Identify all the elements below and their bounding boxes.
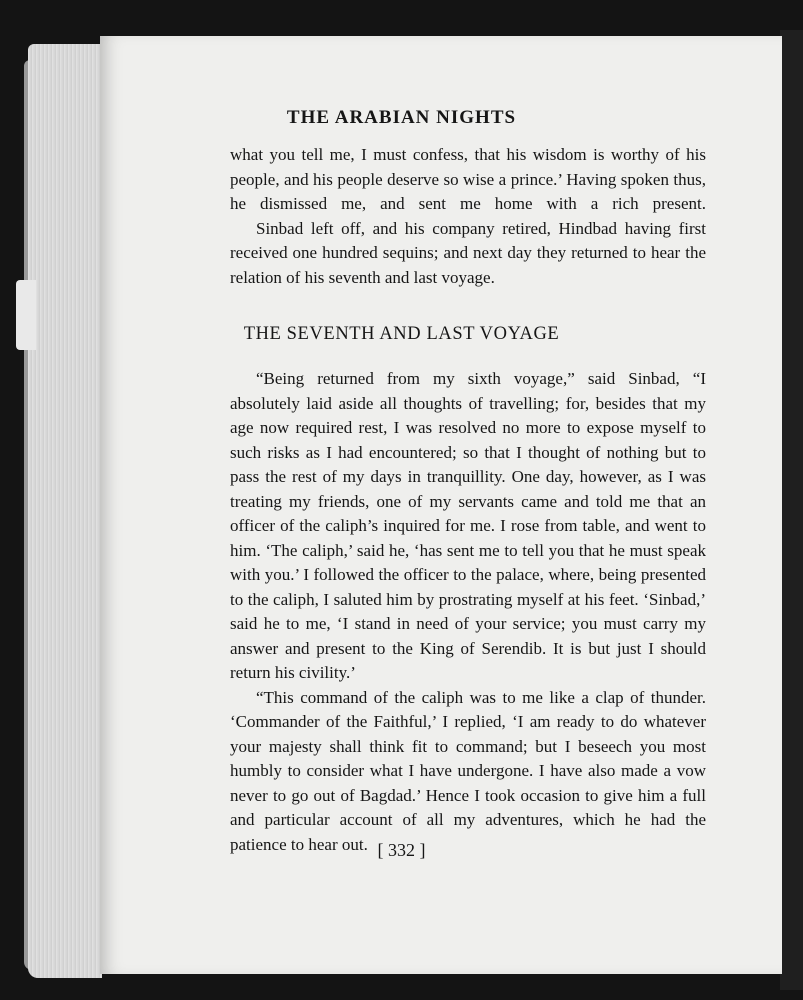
paragraph-sinbad-left-off: Sinbad left off, and his company retired, Hindbad having first received one hundred sequins; and next day they returned to hear the relation of his seventh and last voyage.: [230, 218, 706, 287]
page-number: [ 332 ]: [377, 840, 426, 860]
paragraph-sixth-voyage: “Being returned from my sixth voyage,” said Sinbad, “I absolutely laid aside all thoughts of travelling; for, besides that my age now required rest, I was resolved no more to expose myself to such risks as I had encountered; so that I thought of nothing but to pass the rest of my days in tranquillity. One day, however, as I was treating my friends, one of my servants came and told me that an officer of the caliph’s inquired for me. I rose from table, and went to him. ‘The caliph,’ said he, ‘has sent me to tell you that he must speak with you.’ I followed the officer to the palace, where, being presented to the caliph, I saluted him by prostrating myself at his feet. ‘Sinbad,’ said he to me, ‘I stand in need of your service; you must carry my answer and present to the King of Serendib. It is but just I should return his civility.’: [230, 369, 706, 682]
section-title: THE SEVENTH AND LAST VOYAGE: [243, 324, 560, 344]
running-header: THE ARABIAN NIGHTS: [286, 107, 517, 128]
paragraph-command-of-caliph: “This command of the caliph was to me like a clap of thunder. ‘Commander of the Faithful,’ I replied, ‘I am ready to do whatever your majesty shall think fit to command; but I beseech you most humbly to consider what I have undergone. I have also made a vow never to go out of Bagdad.’ Hence I took occasion to give him a full and particular account of all my adventures, which he had the patience to hear out.: [230, 687, 706, 854]
text-block-top: [230, 143, 706, 290]
paragraph-continuation: what you tell me, I must confess, that his wisdom is worthy of his people, and his people deserve so wise a prince.’ Having spoken thus, he dismissed me, and sent me home with a rich present.: [230, 145, 706, 213]
text-block-main: [230, 367, 706, 857]
stacked-page-edges: [28, 44, 102, 978]
